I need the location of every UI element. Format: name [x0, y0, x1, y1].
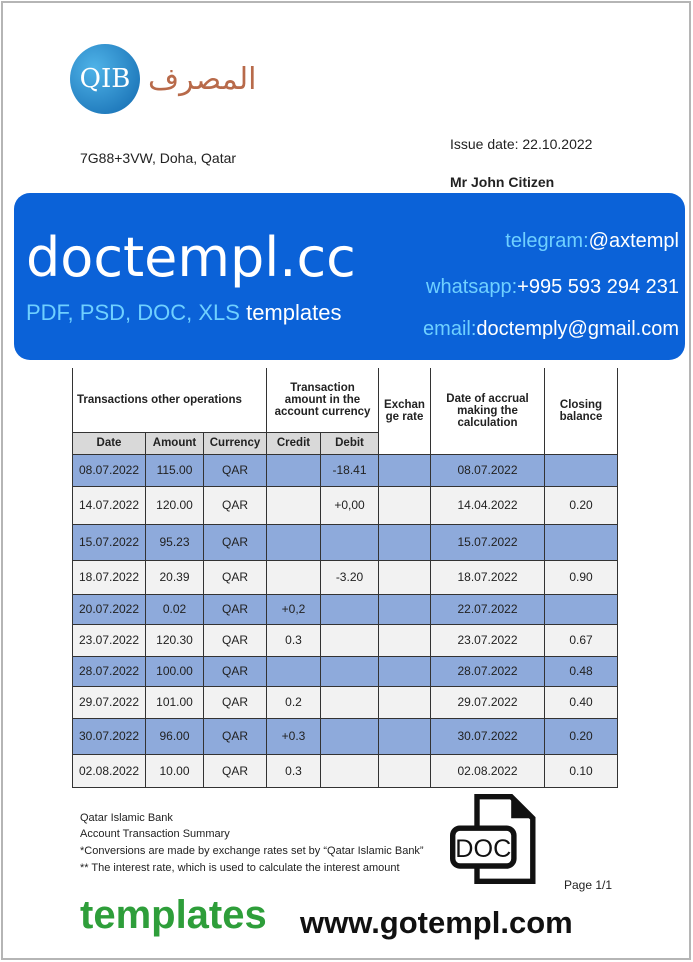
table-cell: 0.3	[267, 624, 321, 656]
subheader-amount: Amount	[146, 432, 204, 454]
table-cell: 28.07.2022	[431, 656, 545, 686]
table-cell	[267, 454, 321, 486]
table-cell: 15.07.2022	[73, 524, 146, 560]
table-cell	[379, 624, 431, 656]
table-cell: 08.07.2022	[73, 454, 146, 486]
table-cell: -3.20	[321, 560, 379, 594]
table-cell	[545, 594, 618, 624]
table-cell	[379, 524, 431, 560]
table-cell: 0.2	[267, 686, 321, 718]
table-row	[73, 524, 618, 560]
table-cell: -18.41	[321, 454, 379, 486]
table-cell: 100.00	[146, 656, 204, 686]
table-cell: QAR	[204, 624, 267, 656]
table-cell: 30.07.2022	[73, 718, 146, 754]
banner-subtitle	[26, 300, 341, 326]
table-cell: 22.07.2022	[431, 594, 545, 624]
header-transactions: Transactions other operations	[73, 368, 267, 432]
table-cell: 115.00	[146, 454, 204, 486]
formats: PDF, PSD, DOC, XLS	[26, 300, 240, 325]
table-cell	[379, 486, 431, 524]
whatsapp-label: whatsapp:	[426, 276, 518, 298]
table-cell: 18.07.2022	[431, 560, 545, 594]
header-accrual-date: Date of accrual making the calculation	[431, 368, 545, 454]
footer-summary: Account Transaction Summary	[80, 828, 230, 840]
table-cell	[379, 560, 431, 594]
table-row	[73, 656, 618, 686]
table-cell: 96.00	[146, 718, 204, 754]
customer-name: Mr John Citizen	[450, 174, 555, 190]
watermark-templates: templates	[80, 893, 267, 937]
table-cell: 29.07.2022	[73, 686, 146, 718]
footer-note-2: ** The interest rate, which is used to calculate the interest amount	[80, 862, 400, 874]
table-cell: 10.00	[146, 754, 204, 787]
templates-word: templates	[246, 300, 342, 325]
table-cell: 23.07.2022	[73, 624, 146, 656]
bank-logo	[70, 44, 257, 114]
table-cell	[267, 524, 321, 560]
email-label: email:	[423, 318, 477, 340]
subheader-currency: Currency	[204, 432, 267, 454]
table-cell: 0.02	[146, 594, 204, 624]
table-cell: QAR	[204, 454, 267, 486]
footer-note-1: *Conversions are made by exchange rates set by “Qatar Islamic Bank”	[80, 845, 424, 857]
whatsapp-value: +995 593 294 231	[517, 276, 679, 298]
table-cell: 0.48	[545, 656, 618, 686]
table-cell	[379, 754, 431, 787]
table-cell: 0.40	[545, 686, 618, 718]
logo-arabic: المصرف	[148, 61, 257, 97]
table-cell: +0,00	[321, 486, 379, 524]
header-closing-balance: Closing balance	[545, 368, 618, 454]
table-cell	[545, 454, 618, 486]
table-cell: 0.10	[545, 754, 618, 787]
table-cell	[379, 686, 431, 718]
table-cell: QAR	[204, 486, 267, 524]
table-cell: +0.3	[267, 718, 321, 754]
table-cell: 120.00	[146, 486, 204, 524]
table-cell: QAR	[204, 594, 267, 624]
subheader-debit: Debit	[321, 432, 379, 454]
banner-title: doctempl.cc	[26, 226, 356, 289]
table-cell: 02.08.2022	[431, 754, 545, 787]
table-cell: 95.23	[146, 524, 204, 560]
table-cell: 0.67	[545, 624, 618, 656]
issue-date: Issue date: 22.10.2022	[450, 136, 593, 152]
table-cell: 18.07.2022	[73, 560, 146, 594]
watermark-url: www.gotempl.com	[300, 905, 573, 940]
table-cell: 28.07.2022	[73, 656, 146, 686]
footer-bank: Qatar Islamic Bank	[80, 812, 173, 824]
transactions-table	[72, 368, 618, 788]
table-cell	[379, 454, 431, 486]
table-cell: 20.39	[146, 560, 204, 594]
table-cell: 0.90	[545, 560, 618, 594]
table-cell: 0.20	[545, 718, 618, 754]
table-cell: 20.07.2022	[73, 594, 146, 624]
table-cell: QAR	[204, 656, 267, 686]
telegram-label: telegram:	[505, 230, 589, 252]
table-row	[73, 486, 618, 524]
doc-file-icon	[450, 794, 540, 884]
table-cell: 23.07.2022	[431, 624, 545, 656]
header-exchange-rate: Exchan ge rate	[379, 368, 431, 454]
table-cell	[321, 686, 379, 718]
table-cell	[267, 486, 321, 524]
table-cell	[321, 656, 379, 686]
table-cell: 101.00	[146, 686, 204, 718]
table-cell	[267, 656, 321, 686]
table-row	[73, 594, 618, 624]
table-cell	[321, 624, 379, 656]
whatsapp	[426, 276, 679, 299]
table-cell: QAR	[204, 524, 267, 560]
table-cell: QAR	[204, 718, 267, 754]
table-cell	[321, 594, 379, 624]
doc-label: DOC	[455, 835, 512, 863]
table-row	[73, 624, 618, 656]
table-cell: 08.07.2022	[431, 454, 545, 486]
table-cell: 14.04.2022	[431, 486, 545, 524]
table-cell	[321, 718, 379, 754]
table-cell: 02.08.2022	[73, 754, 146, 787]
table-cell	[379, 594, 431, 624]
subheader-date: Date	[73, 432, 146, 454]
table-row	[73, 754, 618, 787]
subheader-credit: Credit	[267, 432, 321, 454]
table-row	[73, 718, 618, 754]
header-amount-account-currency: Transaction amount in the account currency	[267, 368, 379, 432]
table-cell	[321, 754, 379, 787]
table-cell	[321, 524, 379, 560]
table-cell: +0,2	[267, 594, 321, 624]
table-cell: 0.20	[545, 486, 618, 524]
address: 7G88+3VW, Doha, Qatar	[80, 150, 237, 166]
table-cell: 29.07.2022	[431, 686, 545, 718]
page-number: Page 1/1	[564, 878, 613, 892]
table-cell	[267, 560, 321, 594]
logo-mark: QIB	[70, 44, 140, 114]
table-cell	[379, 656, 431, 686]
table-cell	[545, 524, 618, 560]
table-cell: QAR	[204, 560, 267, 594]
table-row	[73, 686, 618, 718]
telegram	[505, 230, 679, 253]
table-cell: 15.07.2022	[431, 524, 545, 560]
table-cell: 0.3	[267, 754, 321, 787]
table-cell: 30.07.2022	[431, 718, 545, 754]
table-cell: QAR	[204, 686, 267, 718]
table-cell: 14.07.2022	[73, 486, 146, 524]
table-cell: 120.30	[146, 624, 204, 656]
table-row	[73, 560, 618, 594]
email	[423, 318, 679, 341]
table-cell	[379, 718, 431, 754]
table-row	[73, 454, 618, 486]
table-cell: QAR	[204, 754, 267, 787]
email-value: doctemply@gmail.com	[476, 318, 679, 340]
telegram-value: @axtempl	[588, 230, 679, 252]
